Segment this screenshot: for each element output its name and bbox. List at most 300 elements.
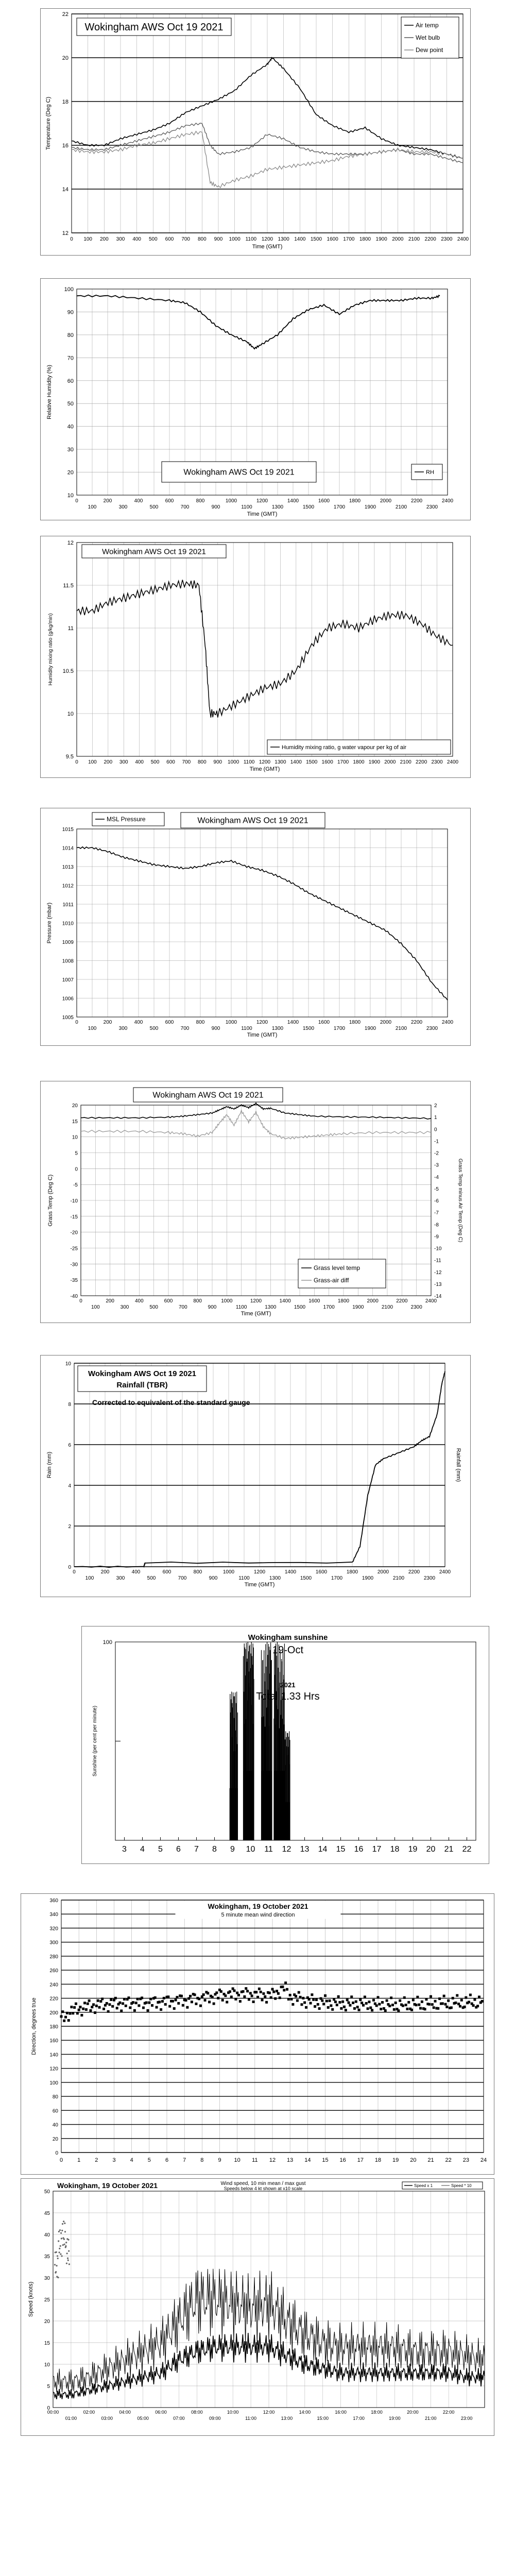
winddir-point xyxy=(360,2002,363,2004)
winddir-point xyxy=(447,1999,450,2002)
temp-xtick-label: 900 xyxy=(214,236,223,242)
windspeed-xtick-label: 14:00 xyxy=(299,2410,311,2415)
winddir-point xyxy=(481,2000,484,2003)
winddir-point xyxy=(161,2000,164,2003)
windspeed-lowscale-point xyxy=(63,2239,65,2240)
winddir-point xyxy=(349,2004,351,2007)
winddir-xtick-label: 11 xyxy=(252,2157,258,2163)
mixing-ylabel: Humidity mixing ratio (g/kg/min) xyxy=(48,613,54,686)
winddir-point xyxy=(445,2006,448,2008)
grass-xtick-label: 2300 xyxy=(410,1304,422,1310)
windspeed-ytick-label: 50 xyxy=(44,2189,50,2195)
winddir-point xyxy=(291,2003,294,2006)
winddir-point xyxy=(260,1991,262,1993)
winddir-point xyxy=(120,2009,123,2012)
grass-ytick-right-label: -14 xyxy=(434,1294,442,1299)
winddir-point xyxy=(176,1996,178,1998)
rain-xtick-label: 100 xyxy=(85,1575,94,1581)
windspeed-ytick-label: 5 xyxy=(47,2384,50,2389)
winddir-point xyxy=(330,2004,332,2007)
windspeed-lowscale-point xyxy=(66,2263,67,2264)
winddir-point xyxy=(390,1996,392,1999)
grass-xtick-label: 600 xyxy=(164,1298,173,1304)
rain-xtick-label: 2200 xyxy=(408,1569,420,1575)
winddir-xtick-label: 7 xyxy=(183,2157,186,2163)
sunshine-xtick-label: 18 xyxy=(390,1845,400,1854)
rain-xtick-label: 0 xyxy=(73,1569,76,1575)
pressure-xtick-label: 1300 xyxy=(271,1026,284,1031)
winddir-point xyxy=(368,2001,370,2003)
winddir-point xyxy=(362,2004,365,2007)
windspeed-lowscale-point xyxy=(68,2263,70,2265)
winddir-point xyxy=(89,2009,92,2012)
winddir-point xyxy=(265,2001,268,2004)
winddir-point xyxy=(276,1990,278,1992)
pressure-ytick-label: 1007 xyxy=(62,977,74,983)
winddir-point xyxy=(133,2009,136,2012)
winddir-point xyxy=(438,1997,441,2000)
rh-xtick-label: 2300 xyxy=(426,504,438,510)
grass-ytick-label: 5 xyxy=(75,1150,78,1157)
windspeed-ylabel: Speed (knots) xyxy=(28,2281,34,2317)
sunshine-year: 2021 xyxy=(280,1681,296,1689)
sunshine-xtick-label: 17 xyxy=(372,1845,382,1854)
winddir-point xyxy=(202,1993,205,1996)
rh-xtick-label: 700 xyxy=(180,504,190,510)
winddir-point xyxy=(164,2003,167,2006)
grass-ytick-label: 0 xyxy=(75,1166,78,1173)
winddir-ytick-label: 100 xyxy=(49,2080,58,2086)
winddir-ytick-label: 260 xyxy=(49,1968,58,1974)
rain-xtick-label: 1700 xyxy=(331,1575,343,1581)
winddir-point xyxy=(456,1994,458,1997)
windspeed-lowscale-point xyxy=(64,2244,65,2245)
winddir-point xyxy=(352,2002,354,2004)
winddir-point xyxy=(234,1998,237,2001)
rh-ytick-label: 10 xyxy=(67,493,74,499)
winddir-point xyxy=(116,2007,118,2009)
sunshine-xtick-label: 3 xyxy=(122,1845,127,1854)
winddir-point xyxy=(357,2009,360,2011)
winddir-ytick-label: 40 xyxy=(52,2122,58,2128)
mixing-xtick-label: 1600 xyxy=(321,759,333,765)
winddir-point xyxy=(450,2006,453,2009)
windspeed-ytick-label: 45 xyxy=(44,2211,50,2216)
winddir-point xyxy=(106,2002,108,2005)
winddir-ytick-label: 120 xyxy=(49,2066,58,2072)
winddir-point xyxy=(364,1996,366,1998)
rh-ytick-label: 90 xyxy=(67,309,74,316)
pressure-ytick-label: 1006 xyxy=(62,996,74,1002)
winddir-point xyxy=(270,1996,272,1999)
winddir-point xyxy=(393,2008,396,2011)
winddir-point xyxy=(441,2002,444,2005)
winddir-point xyxy=(251,1994,253,1997)
windspeed-lowscale-point xyxy=(58,2231,60,2232)
mixing-xtick-label: 900 xyxy=(213,759,222,765)
winddir-xtick-label: 13 xyxy=(287,2157,294,2163)
windspeed-xtick-label: 01:00 xyxy=(65,2416,77,2421)
sunshine-xtick-label: 6 xyxy=(176,1845,181,1854)
mixing-xtick-label: 800 xyxy=(197,759,207,765)
winddir-point xyxy=(406,2008,408,2010)
winddir-xtick-label: 24 xyxy=(480,2157,487,2163)
rh-ytick-label: 100 xyxy=(64,286,74,293)
winddir-point xyxy=(163,1997,165,1999)
pressure-xtick-label: 700 xyxy=(180,1026,190,1031)
winddir-point xyxy=(279,1996,281,1999)
winddir-point xyxy=(322,2003,325,2005)
mixing-xlabel: Time (GMT) xyxy=(249,766,280,772)
windspeed-ytick-label: 40 xyxy=(44,2232,50,2238)
temp-xtick-label: 1600 xyxy=(327,236,338,242)
winddir-point xyxy=(145,2002,148,2004)
windspeed-lowscale-point xyxy=(57,2277,59,2278)
winddir-xtick-label: 14 xyxy=(304,2157,311,2163)
winddir-point xyxy=(312,1998,315,2001)
grass-xlabel: Time (GMT) xyxy=(241,1311,271,1317)
winddir-point xyxy=(61,2010,64,2013)
mixing-xtick-label: 2000 xyxy=(384,759,396,765)
winddir-point xyxy=(375,2004,378,2007)
winddir-point xyxy=(418,2004,420,2006)
rain-xtick-label: 200 xyxy=(100,1569,110,1575)
windspeed-lowscale-point xyxy=(56,2265,57,2266)
windspeed-lowscale-point xyxy=(60,2253,61,2255)
rain-xtick-label: 400 xyxy=(131,1569,141,1575)
winddir-point xyxy=(207,1992,209,1994)
temp-xtick-label: 1000 xyxy=(229,236,241,242)
windspeed-xtick-label: 21:00 xyxy=(424,2416,437,2421)
winddir-ytick-label: 160 xyxy=(49,2038,58,2044)
winddir-point xyxy=(271,1988,274,1990)
grass-xtick-label: 700 xyxy=(178,1304,187,1310)
winddir-xtick-label: 3 xyxy=(112,2157,116,2163)
winddir-point xyxy=(167,1995,169,1998)
grass-xtick-label: 1300 xyxy=(265,1304,277,1310)
winddir-point xyxy=(303,2001,306,2004)
windspeed-lowscale-point xyxy=(64,2231,66,2232)
winddir-point xyxy=(302,1997,304,1999)
rain-xtick-label: 2000 xyxy=(377,1569,389,1575)
sunshine-xtick-label: 22 xyxy=(462,1845,472,1854)
winddir-point xyxy=(336,2004,338,2006)
grass-ytick-right-label: -3 xyxy=(434,1162,439,1168)
mixing-xtick-label: 1700 xyxy=(337,759,349,765)
winddir-point xyxy=(97,1999,99,2002)
winddir-point xyxy=(434,2000,437,2003)
winddir-point xyxy=(381,2001,384,2004)
mixing-xtick-label: 2400 xyxy=(447,759,459,765)
winddir-ytick-label: 140 xyxy=(49,2052,58,2058)
winddir-point xyxy=(256,1996,259,1998)
temp-xtick-label: 200 xyxy=(99,236,109,242)
winddir-point xyxy=(428,2003,431,2006)
winddir-point xyxy=(454,2002,457,2004)
winddir-point xyxy=(350,1995,353,1998)
winddir-point xyxy=(63,2020,65,2022)
grass-xtick-label: 2200 xyxy=(396,1298,408,1304)
windspeed-lowscale-point xyxy=(68,2250,70,2252)
grass-ylabel-right: Grass Temp minus Air Temp (Deg C) xyxy=(457,1158,463,1243)
rain-subtitle: Rainfall (TBR) xyxy=(116,1381,168,1389)
winddir-point xyxy=(236,1992,238,1994)
winddir-ytick-label: 320 xyxy=(49,1926,58,1932)
winddir-point xyxy=(430,1995,432,1998)
winddir-point xyxy=(125,2005,127,2007)
pressure-xtick-label: 500 xyxy=(149,1026,159,1031)
mixing-xtick-label: 1300 xyxy=(274,759,286,765)
winddir-point xyxy=(416,1996,419,1998)
winddir-point xyxy=(261,1999,264,2002)
wind-direction-chart xyxy=(21,1893,494,2175)
winddir-xtick-label: 0 xyxy=(59,2157,63,2163)
winddir-point xyxy=(356,2006,359,2008)
grass-ytick-label: -20 xyxy=(70,1230,78,1236)
pressure-xtick-label: 1900 xyxy=(364,1026,376,1031)
winddir-xtick-label: 21 xyxy=(427,2157,434,2163)
grass-xtick-label: 1700 xyxy=(323,1304,335,1310)
winddir-point xyxy=(277,1992,280,1995)
winddir-point xyxy=(290,1998,293,2001)
windspeed-xtick-label: 15:00 xyxy=(317,2416,329,2421)
rh-series-rh xyxy=(77,295,440,349)
winddir-point xyxy=(468,2001,470,2003)
winddir-ytick-label: 240 xyxy=(49,1982,58,1988)
winddir-point xyxy=(365,2002,368,2005)
winddir-point xyxy=(87,2003,89,2005)
pressure-xtick-label: 2100 xyxy=(395,1026,407,1031)
sunshine-chart xyxy=(81,1626,489,1864)
windspeed-xtick-label: 18:00 xyxy=(371,2410,383,2415)
rain-xtick-label: 1800 xyxy=(346,1569,358,1575)
winddir-point xyxy=(198,1997,200,2000)
mixing-xtick-label: 500 xyxy=(150,759,160,765)
grass-ytick-label: -40 xyxy=(70,1294,78,1299)
winddir-point xyxy=(407,2001,410,2004)
pressure-ytick-label: 1014 xyxy=(62,845,74,852)
winddir-xtick-label: 17 xyxy=(357,2157,364,2163)
rh-xtick-label: 2000 xyxy=(380,498,392,504)
pressure-xtick-label: 800 xyxy=(196,1020,205,1025)
winddir-point xyxy=(189,1995,192,1997)
rh-xtick-label: 2100 xyxy=(395,504,407,510)
winddir-point xyxy=(399,1999,401,2002)
windspeed-ytick-label: 15 xyxy=(44,2341,50,2346)
pressure-legend-label: MSL Pressure xyxy=(107,816,146,823)
winddir-point xyxy=(333,1998,335,2001)
grass-title: Wokingham AWS Oct 19 2021 xyxy=(152,1091,264,1100)
sunshine-xtick-label: 7 xyxy=(194,1845,199,1854)
rh-xtick-label: 1300 xyxy=(271,504,284,510)
winddir-point xyxy=(298,1991,300,1994)
winddir-point xyxy=(66,2012,68,2014)
temp-legend-label: Air temp xyxy=(416,22,439,29)
winddir-point xyxy=(274,1997,277,2000)
sunshine-title: Wokingham sunshine xyxy=(248,1633,328,1642)
grass-xtick-label: 0 xyxy=(79,1298,82,1304)
winddir-point xyxy=(348,2002,350,2004)
grass-xtick-label: 2000 xyxy=(367,1298,379,1304)
winddir-point xyxy=(138,2004,140,2007)
rain-ylabel-right: Rainfall (mm) xyxy=(455,1448,461,1482)
rh-ytick-label: 70 xyxy=(67,355,74,362)
mixing-ytick-label: 12 xyxy=(67,540,74,546)
winddir-xtick-label: 5 xyxy=(147,2157,151,2163)
rain-ylabel-left: Rain (mm) xyxy=(46,1451,53,1479)
grass-ytick-right-label: -11 xyxy=(434,1258,441,1264)
winddir-point xyxy=(281,1986,284,1988)
temp-xtick-label: 1100 xyxy=(245,236,257,242)
winddir-point xyxy=(114,1997,117,1999)
pressure-xtick-label: 600 xyxy=(165,1020,174,1025)
grass-ytick-right-label: 0 xyxy=(434,1127,437,1133)
temperature-chart xyxy=(40,8,471,256)
windspeed-lowscale-point xyxy=(55,2271,57,2273)
winddir-point xyxy=(355,2001,357,2003)
winddir-point xyxy=(457,2003,460,2005)
grass-ytick-right-label: -1 xyxy=(434,1139,439,1145)
winddir-point xyxy=(459,2005,461,2008)
windspeed-subtitle2: Speeds below 4 kt shown at x10 scale xyxy=(224,2186,303,2191)
winddir-point xyxy=(135,2002,138,2004)
winddir-point xyxy=(80,2014,83,2016)
temp-xtick-label: 2200 xyxy=(424,236,436,242)
rain-xtick-label: 2100 xyxy=(392,1575,405,1581)
winddir-point xyxy=(195,2003,197,2005)
winddir-point xyxy=(372,1999,375,2002)
winddir-point xyxy=(255,1991,258,1993)
grass-ytick-right-label: -8 xyxy=(434,1222,439,1228)
grass-xtick-label: 1800 xyxy=(337,1298,350,1304)
winddir-point xyxy=(60,2015,63,2018)
pressure-xtick-label: 2400 xyxy=(441,1020,454,1025)
winddir-point xyxy=(99,2000,102,2003)
winddir-point xyxy=(168,2005,171,2008)
windspeed-lowscale-point xyxy=(61,2238,62,2239)
grass-xtick-label: 900 xyxy=(208,1304,217,1310)
grass-legend-label: Grass level temp xyxy=(314,1264,360,1272)
winddir-point xyxy=(268,1992,271,1994)
pressure-xtick-label: 1700 xyxy=(333,1026,346,1031)
winddir-xtick-label: 20 xyxy=(410,2157,417,2163)
winddir-point xyxy=(283,1989,285,1991)
winddir-point xyxy=(299,1996,302,1998)
winddir-point xyxy=(472,2004,475,2007)
windspeed-xtick-label: 07:00 xyxy=(173,2416,185,2421)
pressure-xtick-label: 900 xyxy=(211,1026,220,1031)
rh-xtick-label: 600 xyxy=(165,498,174,504)
pressure-ylabel: Pressure (mbar) xyxy=(46,902,53,944)
rh-xlabel: Time (GMT) xyxy=(247,511,278,517)
sunshine-xtick-label: 11 xyxy=(264,1845,273,1854)
pressure-chart-svg xyxy=(41,808,471,1046)
wind-speed-chart xyxy=(21,2178,494,2436)
winddir-point xyxy=(175,1998,177,2001)
winddir-point xyxy=(371,2009,373,2011)
winddir-point xyxy=(300,2003,303,2006)
sunshine-xtick-label: 10 xyxy=(246,1845,255,1854)
rain-xtick-label: 600 xyxy=(162,1569,171,1575)
mixing-xtick-label: 600 xyxy=(166,759,175,765)
winddir-point xyxy=(341,2001,344,2003)
winddir-point xyxy=(318,2007,321,2010)
winddir-point xyxy=(70,2006,73,2008)
winddir-ytick-label: 300 xyxy=(49,1940,58,1946)
rain-ytick-label: 10 xyxy=(65,1361,71,1367)
winddir-point xyxy=(367,2007,369,2010)
pressure-xtick-label: 400 xyxy=(134,1020,143,1025)
grass-ytick-label: 20 xyxy=(72,1103,78,1109)
grass-temp-chart xyxy=(40,1081,471,1323)
winddir-point xyxy=(142,2007,145,2009)
winddir-ytick-label: 180 xyxy=(49,2024,58,2030)
mixing-xtick-label: 200 xyxy=(104,759,113,765)
winddir-ytick-label: 200 xyxy=(49,2010,58,2016)
pressure-xtick-label: 200 xyxy=(103,1020,112,1025)
windspeed-lowscale-point xyxy=(59,2248,60,2249)
mixing-ytick-label: 11.5 xyxy=(63,583,74,589)
winddir-ytick-label: 80 xyxy=(52,2094,58,2100)
temp-xtick-label: 800 xyxy=(197,236,207,242)
winddir-point xyxy=(215,1991,218,1994)
winddir-point xyxy=(249,1992,252,1994)
temp-xtick-label: 600 xyxy=(165,236,174,242)
temp-xtick-label: 1300 xyxy=(278,236,289,242)
rain-ytick-label: 2 xyxy=(68,1524,71,1530)
windspeed-lowscale-point xyxy=(64,2223,65,2224)
winddir-point xyxy=(331,2008,334,2011)
winddir-point xyxy=(149,1998,152,2001)
winddir-point xyxy=(76,2012,79,2014)
grass-xtick-label: 300 xyxy=(120,1304,129,1310)
temp-ytick-label: 12 xyxy=(62,230,68,236)
winddir-point xyxy=(284,1981,287,1984)
winddir-point xyxy=(386,1999,388,2002)
temp-ytick-label: 18 xyxy=(62,99,68,105)
winddir-point xyxy=(123,1998,126,2001)
winddir-title: Wokingham, 19 October 2021 xyxy=(208,1902,308,1910)
rh-xtick-label: 1400 xyxy=(287,498,299,504)
rh-xtick-label: 1800 xyxy=(349,498,361,504)
windspeed-title: Wokingham, 19 October 2021 xyxy=(57,2181,158,2190)
winddir-point xyxy=(88,1999,91,2002)
mixing-ytick-label: 10.5 xyxy=(62,668,74,674)
windspeed-xtick-label: 10:00 xyxy=(227,2410,239,2415)
sunshine-xtick-label: 9 xyxy=(230,1845,235,1854)
pressure-xtick-label: 1100 xyxy=(241,1026,252,1031)
winddir-point xyxy=(258,1988,261,1990)
rain-xtick-label: 1500 xyxy=(300,1575,312,1581)
winddir-point xyxy=(437,2007,439,2010)
grass-ytick-right-label: -5 xyxy=(434,1186,439,1192)
mixing-xtick-label: 400 xyxy=(135,759,144,765)
winddir-ytick-label: 0 xyxy=(55,2150,58,2156)
mixing-ratio-chart xyxy=(40,536,471,778)
temp-xtick-label: 300 xyxy=(116,236,125,242)
rh-xtick-label: 1100 xyxy=(241,504,252,510)
windspeed-xtick-label: 03:00 xyxy=(101,2416,113,2421)
rh-ytick-label: 20 xyxy=(67,469,74,476)
sunshine-total: Total 1.33 Hrs xyxy=(256,1691,320,1702)
mixing-ytick-label: 11 xyxy=(67,625,74,632)
windspeed-lowscale-point xyxy=(54,2264,56,2265)
rain-xtick-label: 700 xyxy=(178,1575,187,1581)
rh-xtick-label: 200 xyxy=(103,498,112,504)
winddir-point xyxy=(182,2004,184,2007)
mixing-xtick-label: 1800 xyxy=(353,759,365,765)
winddir-xtick-label: 12 xyxy=(269,2157,276,2163)
